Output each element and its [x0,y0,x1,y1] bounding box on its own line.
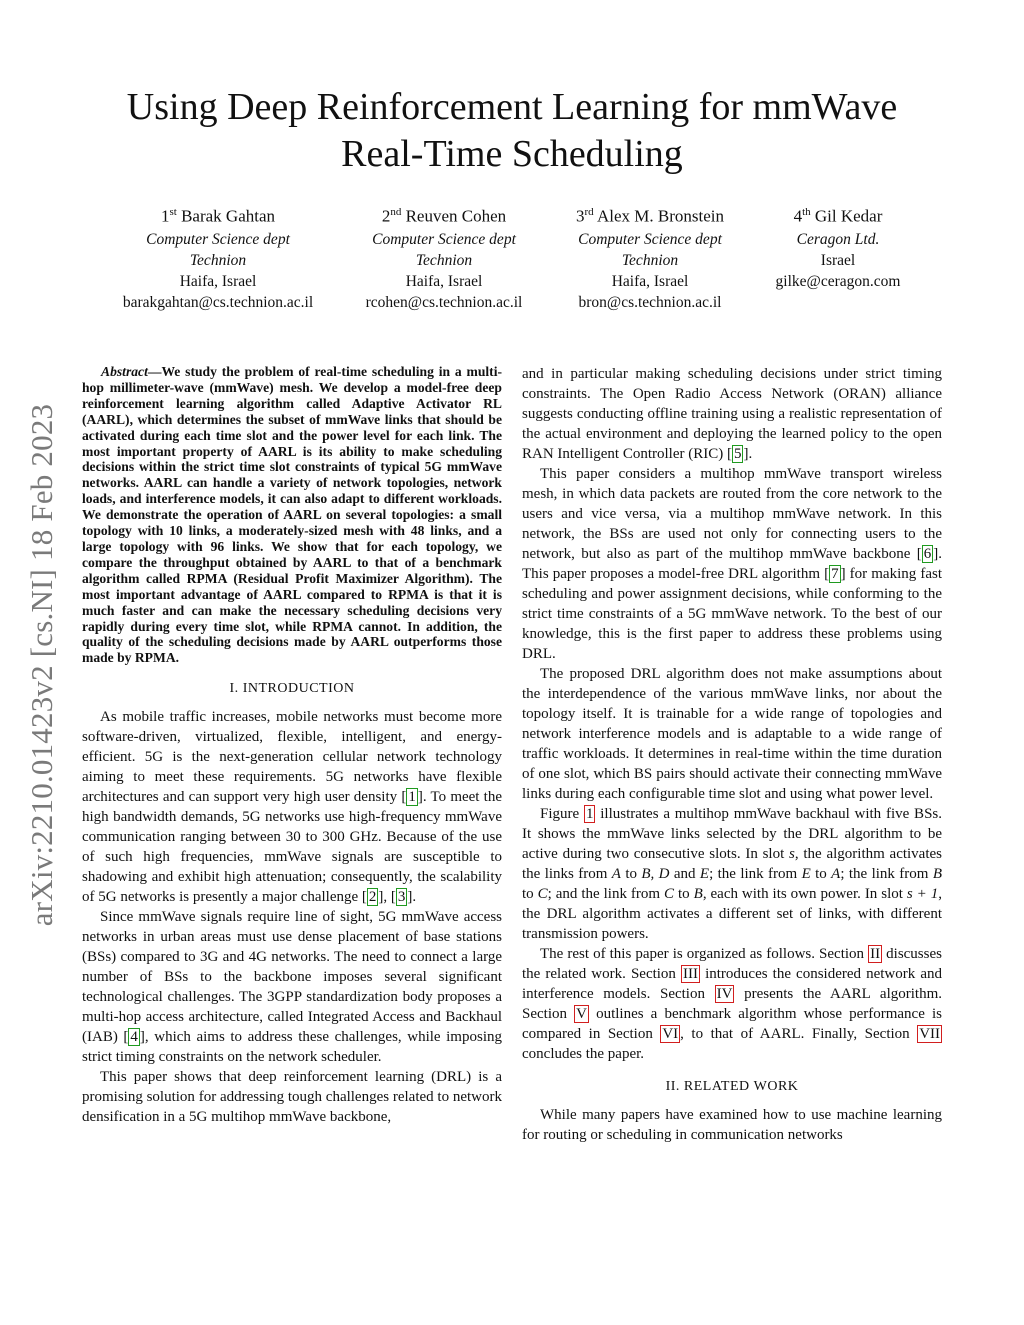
author-name: Reuven Cohen [405,206,507,226]
paragraph: This paper shows that deep reinforcement learning (DRL) is a promising solution for addressing tough challenges related to network densification in a 5G multihop mmWave backbone, [82,1069,502,1126]
author-dept: Computer Science dept [578,230,722,248]
section-link[interactable]: VI [662,1026,679,1042]
author-block [550,200,750,313]
figure-link[interactable]: 1 [585,806,594,822]
author-location: Haifa, Israel [611,272,689,290]
author-org: Technion [415,251,473,269]
author-ordinal: 1 [160,206,170,226]
left-column [82,364,502,1127]
paragraph: Since mmWave signals require line of sight, 5G mmWave access networks in urban areas must use dense placement of base stations (BSs) compared to 3G and 4G networks. The need to connect a large number of BSs to the backbone imposes several significant technological challenges. The 3GPP standardization body proposes a multi-hop access architecture, called Integrated Access and Backhaul (IAB) [ 4 ], which aims to address these challenges, while imposing strict timing constraints on the network scheduler. [82,909,502,1066]
citation-link[interactable]: 7 [831,566,839,582]
abstract-label: Abstract [101,364,148,379]
citation-link[interactable]: 2 [368,889,377,906]
title-line-2: Real-Time Scheduling [341,133,683,175]
section-number: I. [229,681,243,697]
paragraph: As mobile traffic increases, mobile networks must become more software-driven, virtualized, flexible, intelligent, and energy-efficient. 5G is the next-generation cellular network technology aiming to meet these requirements. 5G networks have flexible architectures and can support very high user density [ 1 ]. To meet the high bandwidth demands, 5G networks use high-frequency mmWave communication ranging between 30 to 300 GHz. Because of the use of such high frequencies, mmWave signals are susceptible to shadowing and exhibit high attenuation; consequently, the scalability of 5G networks is presently a major challenge [ 2 ], [ 3 ]. [82,709,502,906]
author-name: Alex M. Bronstein [596,206,724,226]
author-location: Haifa, Israel [179,272,257,290]
author-email: barakgahtan@cs.technion.ac.il [122,293,314,311]
author-ordinal: 4 [793,206,803,226]
citation-link[interactable]: 3 [397,889,406,906]
paragraph: The proposed DRL algorithm does not make assumptions about the interdependence of the various mmWave links, nor about the topology itself. It is trainable for a wide range of topologies and network interference models and is adaptable to a wide range of traffic workloads. It determines in real-time within the time duration of one slot, which BS pairs should activate their connecting mmWave links during each configurable time slot and using what power level. [522,666,942,802]
author-location: gilke@ceragon.com [775,272,901,290]
title-line-1: Using Deep Reinforcement Learning for mmWave [126,86,898,128]
citation-link[interactable]: 6 [923,546,932,562]
author-email: rcohen@cs.technion.ac.il [365,293,523,311]
author-name: Barak Gahtan [181,206,276,226]
author-block [118,200,318,313]
author-ordinal-suffix: st [169,206,177,218]
author-org: Technion [189,251,247,269]
section-link[interactable]: III [683,966,699,982]
abstract [82,364,502,666]
section-title-rest: NTRODUCTION [247,681,355,697]
section-link[interactable]: II [870,946,881,962]
author-ordinal-suffix: th [802,206,811,218]
arxiv-sidebar [14,365,70,965]
abstract-text: —We study the problem of real-time scheduling in a multi-hop millimeter-wave (mmWave) mesh. We develop a model-free deep reinforcement learning algorithm called Adaptive Activator RL (AARL), which determines the subset of mmWave links that should be activated during each time slot and the power level for each link. The most important property of AARL is its ability to make scheduling decisions within the strict time slot constraints of typical 5G mmWave networks. AARL can handle a variety of network topologies, network loads, and interference models, it can also adapt to different workloads. We demonstrate the operation of AARL on several topologies: a small topology with 10 links, a moderately-sized mesh with 48 links, and a large topology with 96 links. We show that for each topology, we compare the throughput obtained by AARL to that of a benchmark algorithm called RPMA (Residual Profit Maximizer Algorithm). The most important advantage of AARL compared to RPMA is that it is much faster and can make the necessary scheduling decisions very rapidly during every time slot, while RPMA cannot. In addition, the quality of the scheduling decisions made by AARL outperforms those made by RPMA. [82,364,502,666]
author-org: Israel [820,251,856,269]
paragraph: Figure 1 illustrates a multihop mmWave backhaul with five BSs. It shows the mmWave links selected by the DRL algorithm to be active during two consecutive slots. In slot s, the algorithm activates the links from A to B, D and E; the link from E to A; the link from B to C; and the link from C to B, each with its own power. In slot s + 1, the DRL algorithm activates a different set of links, with different transmission powers. [522,806,943,942]
author-email: bron@cs.technion.ac.il [578,293,722,311]
author-block [738,200,938,292]
section-number: II. [665,1079,684,1094]
citation-link[interactable]: 1 [408,789,416,806]
author-ordinal: 3 [575,206,585,226]
paragraph: While many papers have examined how to use machine learning for routing or scheduling in communication networks [522,1107,942,1143]
author-ordinal-suffix: nd [390,206,402,218]
author-org: Technion [621,251,679,269]
section-link[interactable]: VII [919,1026,941,1042]
author-name: Gil Kedar [814,206,883,226]
right-column [522,364,942,1145]
author-block [344,200,544,313]
paragraph: and in particular making scheduling decisions under strict timing constraints. The Open Radio Access Network (ORAN) alliance suggests conducting offline training using a realistic representation of the actual environment and deploying the learned policy to the open RAN Intelligent Controller (RIC) [ 5 ]. [522,366,942,462]
section-link[interactable]: IV [716,986,733,1002]
paragraph: The rest of this paper is organized as follows. Section II discusses the related work. Section III introduces the considered network and interference models. Section IV presents the AARL algorithm. Section V outlines a benchmark algorithm whose performance is compared in Section VI , to that of AARL. Finally, Section VII concludes the paper. [522,946,942,1062]
author-location: Haifa, Israel [405,272,483,290]
author-ordinal: 2 [381,206,391,226]
author-dept: Ceragon Ltd. [796,230,880,248]
section-link[interactable]: V [576,1006,587,1022]
citation-link[interactable]: 4 [130,1029,138,1046]
section-heading-related-work: II. RELATED WORK [665,1079,799,1094]
author-ordinal-suffix: rd [584,206,594,218]
citation-link[interactable]: 5 [733,446,742,462]
section-title-initial: I [242,681,248,697]
paper-title [0,84,1024,178]
author-dept: Computer Science dept [146,230,290,248]
author-dept: Computer Science dept [372,230,516,248]
section-heading-introduction [82,679,502,699]
arxiv-identifier: arXiv:2210.01423v2 [cs.NI] 18 Feb 2023 [24,403,60,927]
paragraph: This paper considers a multihop mmWave transport wireless mesh, in which data packets are routed from the core network to the users and vice versa, via a multihop mmWave network. In this network, the BSs are used not only for connecting users to the network, but also as part of the multihop mmWave backbone [ 6 ]. This paper proposes a model-free DRL algorithm [ 7 ] for making fast scheduling and power assignment decisions, while conforming to the strict time constraints of a 5G mmWave network. To the best of our knowledge, this is the first paper to address these problems using DRL. [522,466,942,662]
